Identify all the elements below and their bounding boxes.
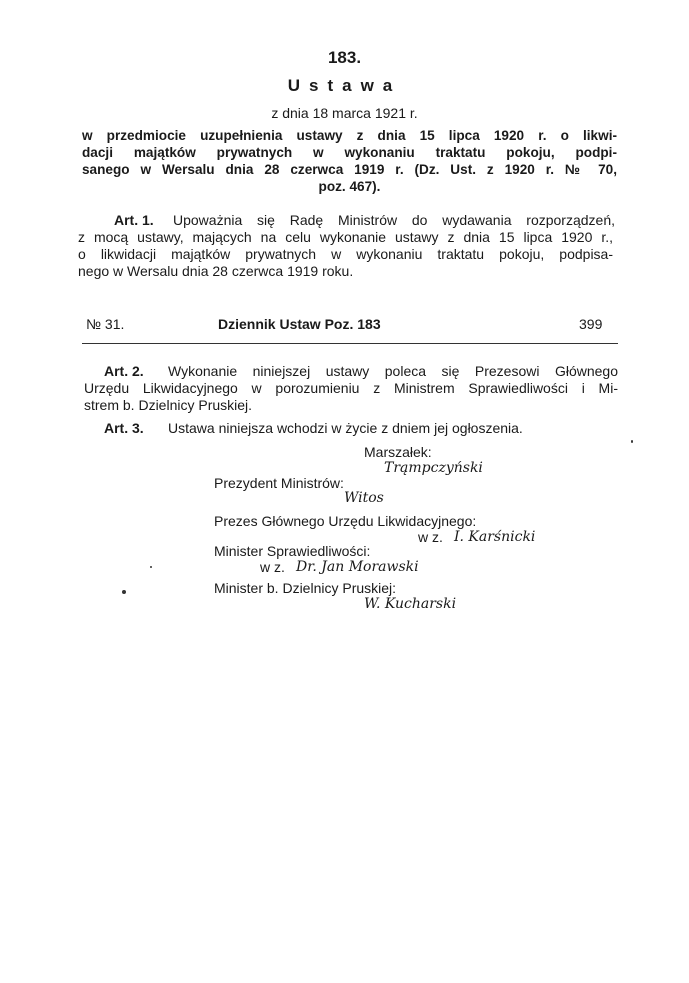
article-1-line-2: z mocą ustawy, mających na celu wykonanie ustawy z dnia 15 lipca 1920 r., [78,229,613,245]
prussia-minister-title: Minister b. Dzielnicy Pruskiej: [214,580,397,596]
article-2-label: Art. 2. [104,363,144,379]
subject-line-4: poz. 467). [318,179,381,194]
article-2-line-3: strem b. Dzielnicy Pruskiej. [84,397,253,413]
act-title: Ustawa [287,76,402,95]
marshal-signature: Trąmpczyński [384,460,483,476]
justice-signature: Dr. Jan Morawski [296,559,419,575]
liquidation-prefix: w z. [418,529,443,545]
liquidation-signature: I. Karśnicki [454,529,536,545]
article-1-line-1: Upoważnia się Radę Ministrów do wydawania rozporządzeń, [173,212,615,228]
article-2-line-1: Wykonanie niniejszej ustawy poleca się Prezesowi Głównego [168,363,618,379]
pm-title: Prezydent Ministrów: [214,475,344,491]
subject-line-1: w przedmiocie uzupełnienia ustawy z dnia 15 lipca 1920 r. o likwi- [82,128,617,143]
liquidation-office-title: Prezes Głównego Urzędu Likwidacyjnego: [214,513,477,529]
scan-speck [122,590,126,594]
justice-prefix: w z. [260,559,285,575]
article-2-line-2: Urzędu Likwidacyjnego w porozumieniu z Ministrem Sprawiedliwości i Mi- [84,380,618,396]
act-number: 183. [327,48,362,67]
article-1-line-4: nego w Wersalu dnia 28 czerwca 1919 roku. [78,263,354,279]
article-1-line-3: o likwidacji majątków prywatnych w wykonaniu traktatu pokoju, podpisa- [78,246,613,262]
issue-number: № 31. [86,316,125,332]
header-rule [82,343,618,344]
article-1-label: Art. 1. [114,212,154,228]
marshal-title: Marszałek: [364,444,432,460]
scan-speck [150,566,152,568]
subject-line-3: sanego w Wersalu dnia 28 czerwca 1919 r. (Dz. Ust. z 1920 r. № 70, [82,162,617,177]
act-date: z dnia 18 marca 1921 r. [271,105,418,121]
scan-speck [631,440,633,443]
pm-signature: Witos [344,490,384,506]
prussia-signature: W. Kucharski [364,596,457,612]
justice-minister-title: Minister Sprawiedliwości: [214,543,371,559]
journal-title: Dziennik Ustaw Poz. 183 [218,316,381,332]
page-number: 399 [579,316,603,332]
subject-line-2: dacji majątków prywatnych w wykonaniu traktatu pokoju, podpi- [82,145,617,160]
article-3-label: Art. 3. [104,420,144,436]
article-3-text: Ustawa niniejsza wchodzi w życie z dniem jej ogłoszenia. [168,420,523,436]
